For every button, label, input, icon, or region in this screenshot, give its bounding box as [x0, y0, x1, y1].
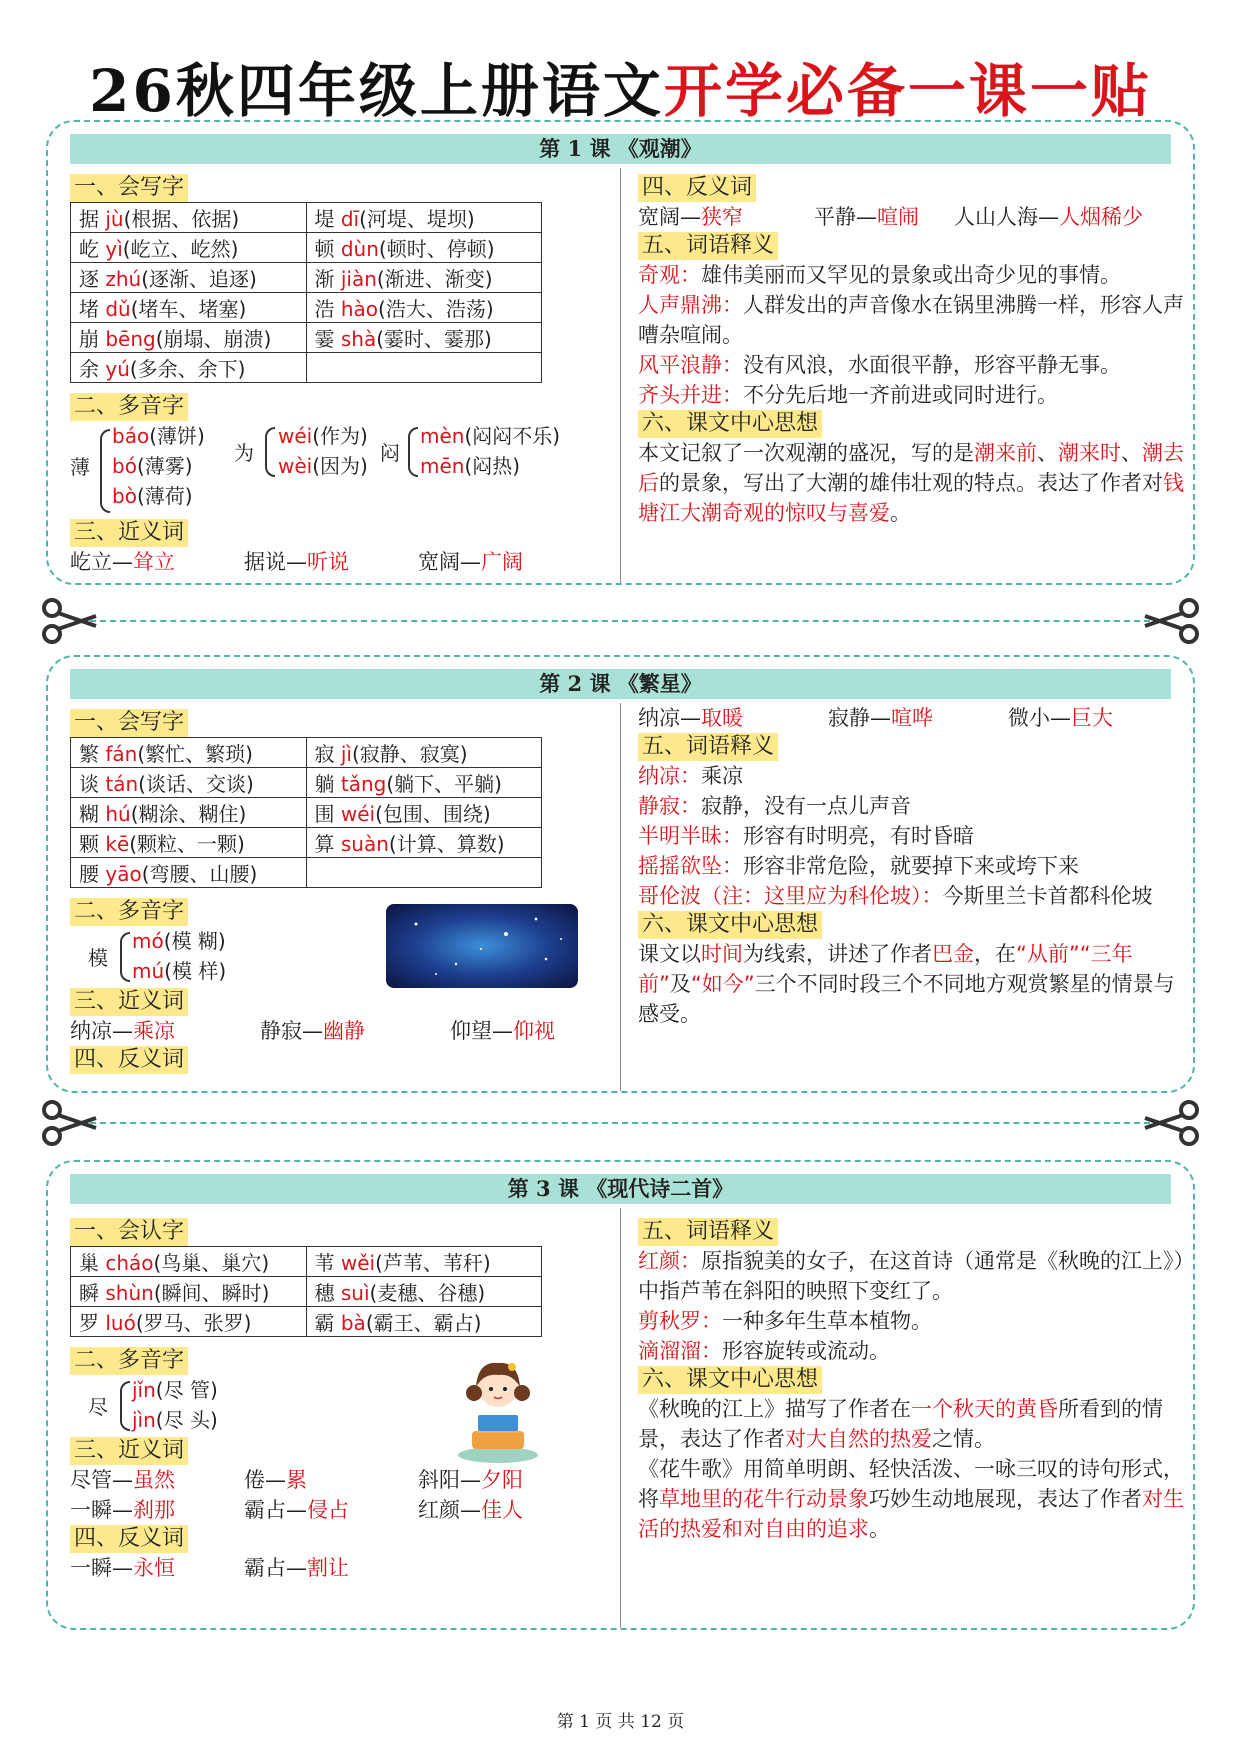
antonyms: 一瞬—永恒 霸占—割让 [70, 1556, 349, 1580]
poly-readings-wei: wéi(作为) wèi(因为) [278, 424, 368, 478]
lesson3-right [638, 1218, 1184, 1544]
scissors-icon [1141, 1098, 1201, 1148]
antonyms: 纳凉—取暖 寂静—喧哗 微小—巨大 [638, 706, 1113, 730]
table-row [71, 798, 542, 828]
brace [265, 427, 275, 477]
table-cell: 罗 luó(罗马、张罗) [71, 1307, 307, 1337]
girl-reading-illustration [450, 1349, 546, 1465]
poly-char-jin: 尽 [88, 1395, 108, 1419]
brace [120, 932, 130, 982]
poly-readings-bo: báo(薄饼) bó(薄雾) bò(薄荷) [112, 424, 205, 508]
section-main-idea: 六、课文中心思想 [638, 1366, 822, 1394]
section-main-idea: 六、课文中心思想 [638, 410, 822, 438]
poly-readings-jin: jǐn(尽 管) jìn(尽 头) [132, 1378, 218, 1432]
table-cell: 堤 dī(河堤、堤坝) [306, 203, 542, 233]
table-row [71, 1307, 542, 1337]
lesson2-header: 第 2 课 《繁星》 [70, 669, 1171, 699]
starry-sky-image [386, 904, 578, 988]
lesson1-card [46, 120, 1195, 585]
section-definition: 五、词语释义 [638, 1218, 778, 1246]
table-cell: 苇 wěi(芦苇、苇秆) [306, 1247, 542, 1277]
table-cell: 霸 bà(霸王、霸占) [306, 1307, 542, 1337]
section-polyphone: 二、多音字 [70, 1347, 188, 1375]
table-cell: 谈 tán(谈话、交谈) [71, 768, 307, 798]
main-idea: 课文以时间为线索，讲述了作者巴金，在“从前”“三年前”及“如今”三个不同时段三个不同地方观赏繁星的情景与感受。 [638, 942, 1175, 1026]
column-divider [620, 168, 621, 583]
scissors-icon [1141, 596, 1201, 646]
table-cell: 顿 dùn(顿时、停顿) [306, 233, 542, 263]
poly-char-bo: 薄 [70, 455, 90, 479]
poly-char-wei: 为 [234, 441, 254, 465]
poly-readings-mo: mó(模 糊) mú(模 样) [132, 929, 227, 983]
section-antonym: 四、反义词 [638, 174, 756, 202]
table-cell: 寂 jì(寂静、寂寞) [306, 738, 542, 768]
page-footer: 第 1 页 共 12 页 [556, 1712, 685, 1732]
table-cell: 穗 suì(麦穗、谷穗) [306, 1277, 542, 1307]
synonyms: 屹立—耸立 据说—听说 宽阔—广阔 [70, 550, 523, 574]
lesson2-left [70, 709, 610, 1074]
section-polyphone: 二、多音字 [70, 393, 188, 421]
table-row [71, 323, 542, 353]
table-cell: 巢 cháo(鸟巢、巢穴) [71, 1247, 307, 1277]
table-row [71, 263, 542, 293]
synonyms: 一瞬—刹那 霸占—侵占 红颜—佳人 [70, 1498, 523, 1522]
definition: 摇摇欲坠：形容非常危险，就要掉下来或垮下来 [638, 854, 1079, 878]
poly-readings-men: mèn(闷闷不乐) mēn(闷热) [420, 424, 561, 478]
table-row [71, 858, 542, 888]
table-cell: 据 jù(根据、依据) [71, 203, 307, 233]
section-main-idea: 六、课文中心思想 [638, 911, 822, 939]
table-cell: 瞬 shùn(瞬间、瞬时) [71, 1277, 307, 1307]
table-row [71, 203, 542, 233]
table-cell [306, 353, 542, 383]
lesson3-left [70, 1218, 610, 1583]
brace [408, 427, 418, 477]
definition: 纳凉：乘凉 [638, 764, 743, 788]
column-divider [620, 703, 621, 1091]
section-definition: 五、词语释义 [638, 232, 778, 260]
section-synonym: 三、近义词 [70, 519, 188, 547]
lesson3-card [46, 1160, 1195, 1630]
table-cell: 余 yú(多余、余下) [71, 353, 307, 383]
polyphone-area [70, 926, 610, 988]
table-cell: 围 wéi(包围、围绕) [306, 798, 542, 828]
definition: 齐头并进：不分先后地一齐前进或同时进行。 [638, 383, 1058, 407]
cut-line [90, 1122, 1150, 1124]
main-idea-poem2: 《花牛歌》用简单明朗、轻快活泼、一咏三叹的诗句形式，将草地里的花牛行动景象巧妙生动地展现，表达了作者对生活的热爱和对自由的追求。 [638, 1457, 1184, 1541]
cut-line [90, 620, 1150, 622]
brace [100, 429, 110, 513]
polyphone-area [70, 1375, 610, 1437]
section-polyphone: 二、多音字 [70, 898, 188, 926]
polyphone-area [70, 421, 610, 519]
lesson1-right [638, 174, 1184, 528]
table-cell: 霎 shà(霎时、霎那) [306, 323, 542, 353]
table-cell: 逐 zhú(逐渐、追逐) [71, 263, 307, 293]
table-cell: 堵 dǔ(堵车、堵塞) [71, 293, 307, 323]
table-cell: 崩 bēng(崩塌、崩溃) [71, 323, 307, 353]
main-idea-poem1: 《秋晚的江上》描写了作者在一个秋天的黄昏所看到的情景，表达了作者对大自然的热爱之情。 [638, 1397, 1163, 1451]
lesson3-header: 第 3 课 《现代诗二首》 [70, 1174, 1171, 1204]
title-part2: 开学必备一课一贴 [663, 57, 1152, 125]
title-part1: 26秋四年级上册语文 [89, 57, 664, 125]
write-chars-table [70, 202, 542, 383]
definition: 哥伦波（注：这里应为科伦坡）：今斯里兰卡首都科伦坡 [638, 884, 1153, 908]
section-synonym: 三、近义词 [70, 988, 188, 1016]
table-row [71, 828, 542, 858]
definition: 奇观：雄伟美丽而又罕见的景象或出奇少见的事情。 [638, 263, 1121, 287]
poly-char-men: 闷 [380, 441, 400, 465]
definition: 人声鼎沸：人群发出的声音像水在锅里沸腾一样，形容人声嘈杂喧闹。 [638, 293, 1184, 347]
table-row [71, 1277, 542, 1307]
definition: 滴溜溜：形容旋转或流动。 [638, 1339, 890, 1363]
page-title [0, 44, 1241, 128]
table-cell: 颗 kē(颗粒、一颗) [71, 828, 307, 858]
table-cell: 糊 hú(糊涂、糊住) [71, 798, 307, 828]
write-chars-table [70, 737, 542, 888]
lesson2-right [638, 703, 1184, 1029]
synonyms: 纳凉—乘凉 静寂—幽静 仰望—仰视 [70, 1019, 555, 1043]
section-antonym: 四、反义词 [70, 1046, 188, 1074]
table-row [71, 353, 542, 383]
table-cell: 浩 hào(浩大、浩荡) [306, 293, 542, 323]
table-cell: 腰 yāo(弯腰、山腰) [71, 858, 307, 888]
section-read: 一、会认字 [70, 1218, 188, 1246]
section-write: 一、会写字 [70, 709, 188, 737]
definition: 风平浪静：没有风浪，水面很平静，形容平静无事。 [638, 353, 1121, 377]
section-definition: 五、词语释义 [638, 733, 778, 761]
definition: 剪秋罗：一种多年生草本植物。 [638, 1309, 932, 1333]
table-cell: 渐 jiàn(渐进、渐变) [306, 263, 542, 293]
section-antonym: 四、反义词 [70, 1525, 188, 1553]
table-row [71, 1247, 542, 1277]
table-row [71, 768, 542, 798]
definition: 静寂：寂静，没有一点儿声音 [638, 794, 911, 818]
column-divider [620, 1208, 621, 1628]
antonyms: 宽阔—狭窄 平静—喧闹 人山人海—人烟稀少 [638, 205, 1143, 229]
section-synonym: 三、近义词 [70, 1437, 188, 1465]
table-row [71, 738, 542, 768]
main-idea: 本文记叙了一次观潮的盛况，写的是潮来前、潮来时、潮去后的景象，写出了大潮的雄伟壮观的特点。表达了作者对钱塘江大潮奇观的惊叹与喜爱。 [638, 441, 1184, 525]
read-chars-table [70, 1246, 542, 1337]
table-cell: 繁 fán(繁忙、繁琐) [71, 738, 307, 768]
table-row [71, 293, 542, 323]
section-write: 一、会写字 [70, 174, 188, 202]
lesson1-left [70, 174, 610, 577]
brace [120, 1381, 130, 1431]
table-cell [306, 858, 542, 888]
lesson1-header: 第 1 课 《观潮》 [70, 134, 1171, 164]
poly-char-mo: 模 [88, 946, 108, 970]
table-cell: 屹 yì(屹立、屹然) [71, 233, 307, 263]
table-cell: 躺 tǎng(躺下、平躺) [306, 768, 542, 798]
lesson2-card [46, 655, 1195, 1093]
definition: 红颜：原指貌美的女子，在这首诗（通常是《秋晚的江上》）中指芦苇在斜阳的映照下变红了。 [638, 1249, 1184, 1303]
definition: 半明半昧：形容有时明亮，有时昏暗 [638, 824, 974, 848]
table-cell: 算 suàn(计算、算数) [306, 828, 542, 858]
synonyms: 尽管—虽然 倦—累 斜阳—夕阳 [70, 1468, 523, 1492]
table-row [71, 233, 542, 263]
